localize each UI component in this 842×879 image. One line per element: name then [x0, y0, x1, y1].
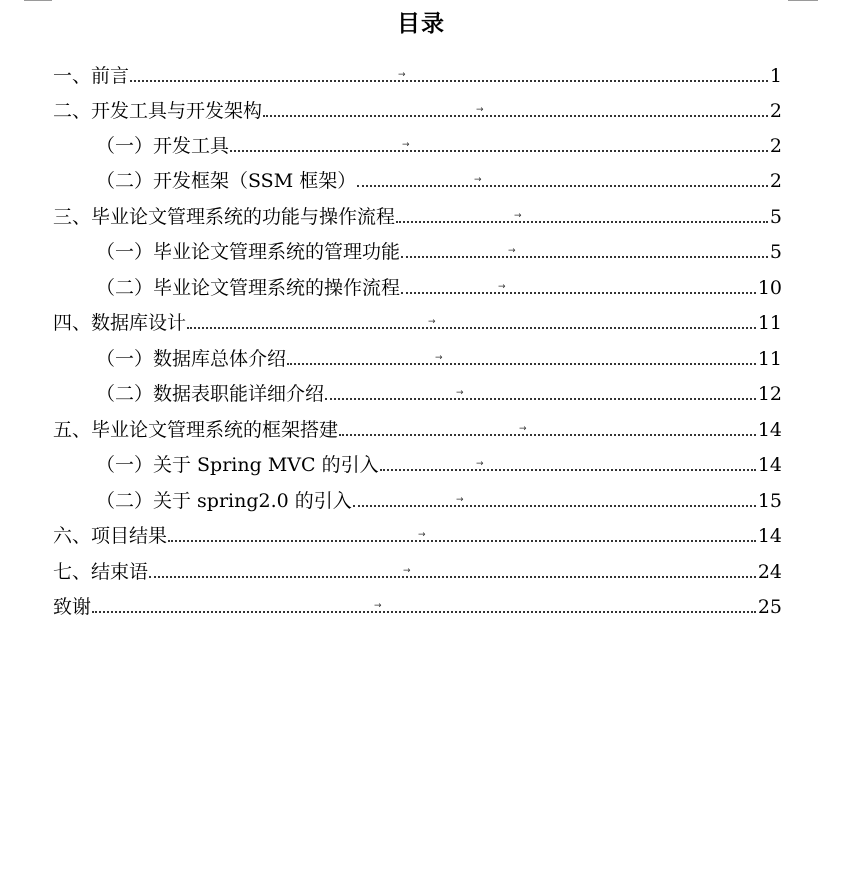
toc-entry-page-number: 15	[757, 490, 782, 512]
toc-entry-label: 三、毕业论文管理系统的功能与操作流程	[53, 206, 396, 228]
toc-entry-page-number: 10	[757, 277, 782, 299]
toc-entry-label: 一、前言	[53, 65, 130, 87]
page-corner-mark-left	[24, 0, 52, 1]
toc-entry[interactable]	[96, 337, 782, 371]
toc-entry[interactable]	[53, 550, 782, 584]
dot-leader	[130, 80, 768, 82]
tab-arrow-icon: →	[514, 211, 522, 221]
tab-arrow-icon: →	[402, 140, 410, 150]
tab-arrow-icon: →	[428, 317, 436, 327]
toc-entry[interactable]	[96, 372, 782, 406]
toc-entry-label: （一）开发工具	[96, 135, 230, 157]
tab-arrow-icon: →	[398, 70, 406, 80]
toc-entry-label: 七、结束语	[53, 561, 149, 583]
toc-entry-page-number: 24	[757, 561, 782, 583]
dot-leader	[149, 576, 756, 578]
dot-leader	[263, 115, 768, 117]
toc-entry-label: 五、毕业论文管理系统的框架搭建	[53, 419, 339, 441]
dot-leader	[357, 185, 768, 187]
dot-leader	[325, 398, 756, 400]
dot-leader	[230, 150, 768, 152]
toc-entry[interactable]	[96, 124, 782, 158]
toc-entry[interactable]	[96, 159, 782, 193]
toc-entry[interactable]	[96, 230, 782, 264]
tab-arrow-icon: →	[508, 246, 516, 256]
toc-entry-label: （二）开发框架（SSM 框架）	[96, 170, 357, 192]
toc-entry-page-number: 1	[769, 65, 782, 87]
tab-arrow-icon: →	[474, 175, 482, 185]
dot-leader	[380, 469, 756, 471]
toc-entry-label: （二）毕业论文管理系统的操作流程	[96, 277, 401, 299]
toc-entry-page-number: 12	[757, 383, 782, 405]
toc-entry-label: （二）数据表职能详细介绍	[96, 383, 325, 405]
toc-entry-label: 四、数据库设计	[53, 312, 187, 334]
tab-arrow-icon: →	[498, 282, 506, 292]
toc-entry-page-number: 2	[769, 100, 782, 122]
toc-entry-label: （一）关于 Spring MVC 的引入	[96, 454, 379, 476]
toc-entry[interactable]	[96, 479, 782, 513]
toc-entry-page-number: 2	[769, 170, 782, 192]
toc-entry-label: 二、开发工具与开发架构	[53, 100, 263, 122]
tab-arrow-icon: →	[418, 530, 426, 540]
toc-entry-page-number: 14	[757, 525, 782, 547]
toc-entry-page-number: 25	[757, 596, 782, 618]
toc-entry-label: （一）毕业论文管理系统的管理功能	[96, 241, 401, 263]
tab-arrow-icon: →	[476, 459, 484, 469]
toc-entry[interactable]	[53, 195, 782, 229]
dot-leader	[353, 505, 756, 507]
toc-entry[interactable]	[53, 514, 782, 548]
dot-leader	[339, 434, 756, 436]
dot-leader	[401, 292, 756, 294]
toc-entry-label: 致谢	[53, 596, 92, 618]
dot-leader	[168, 540, 756, 542]
tab-arrow-icon: →	[456, 495, 464, 505]
toc-entry-page-number: 14	[757, 419, 782, 441]
toc-entry[interactable]	[53, 585, 782, 619]
tab-arrow-icon: →	[403, 566, 411, 576]
toc-entry-page-number: 14	[757, 454, 782, 476]
toc-entry-label: （二）关于 spring2.0 的引入	[96, 490, 352, 512]
dot-leader	[401, 256, 768, 258]
toc-entry[interactable]	[53, 408, 782, 442]
dot-leader	[287, 363, 756, 365]
dot-leader	[187, 327, 756, 329]
toc-entry-label: （一）数据库总体介绍	[96, 348, 287, 370]
tab-arrow-icon: →	[519, 424, 527, 434]
toc-entry[interactable]	[96, 266, 782, 300]
toc-entry-label: 六、项目结果	[53, 525, 168, 547]
toc-entry-page-number: 2	[769, 135, 782, 157]
tab-arrow-icon: →	[476, 105, 484, 115]
toc-title: 目录	[397, 10, 445, 37]
toc-entry[interactable]	[53, 301, 782, 335]
toc-entry[interactable]	[53, 89, 782, 123]
tab-arrow-icon: →	[456, 388, 464, 398]
page-corner-mark-right	[788, 0, 818, 1]
tab-arrow-icon: →	[435, 353, 443, 363]
toc-entry-page-number: 5	[769, 206, 782, 228]
toc-entry-page-number: 11	[757, 312, 782, 334]
toc-entry-page-number: 11	[757, 348, 782, 370]
tab-arrow-icon: →	[374, 601, 382, 611]
toc-entry-page-number: 5	[769, 241, 782, 263]
dot-leader	[396, 221, 768, 223]
toc-entry[interactable]	[96, 443, 782, 477]
dot-leader	[92, 611, 756, 613]
toc-entry[interactable]	[53, 54, 782, 88]
